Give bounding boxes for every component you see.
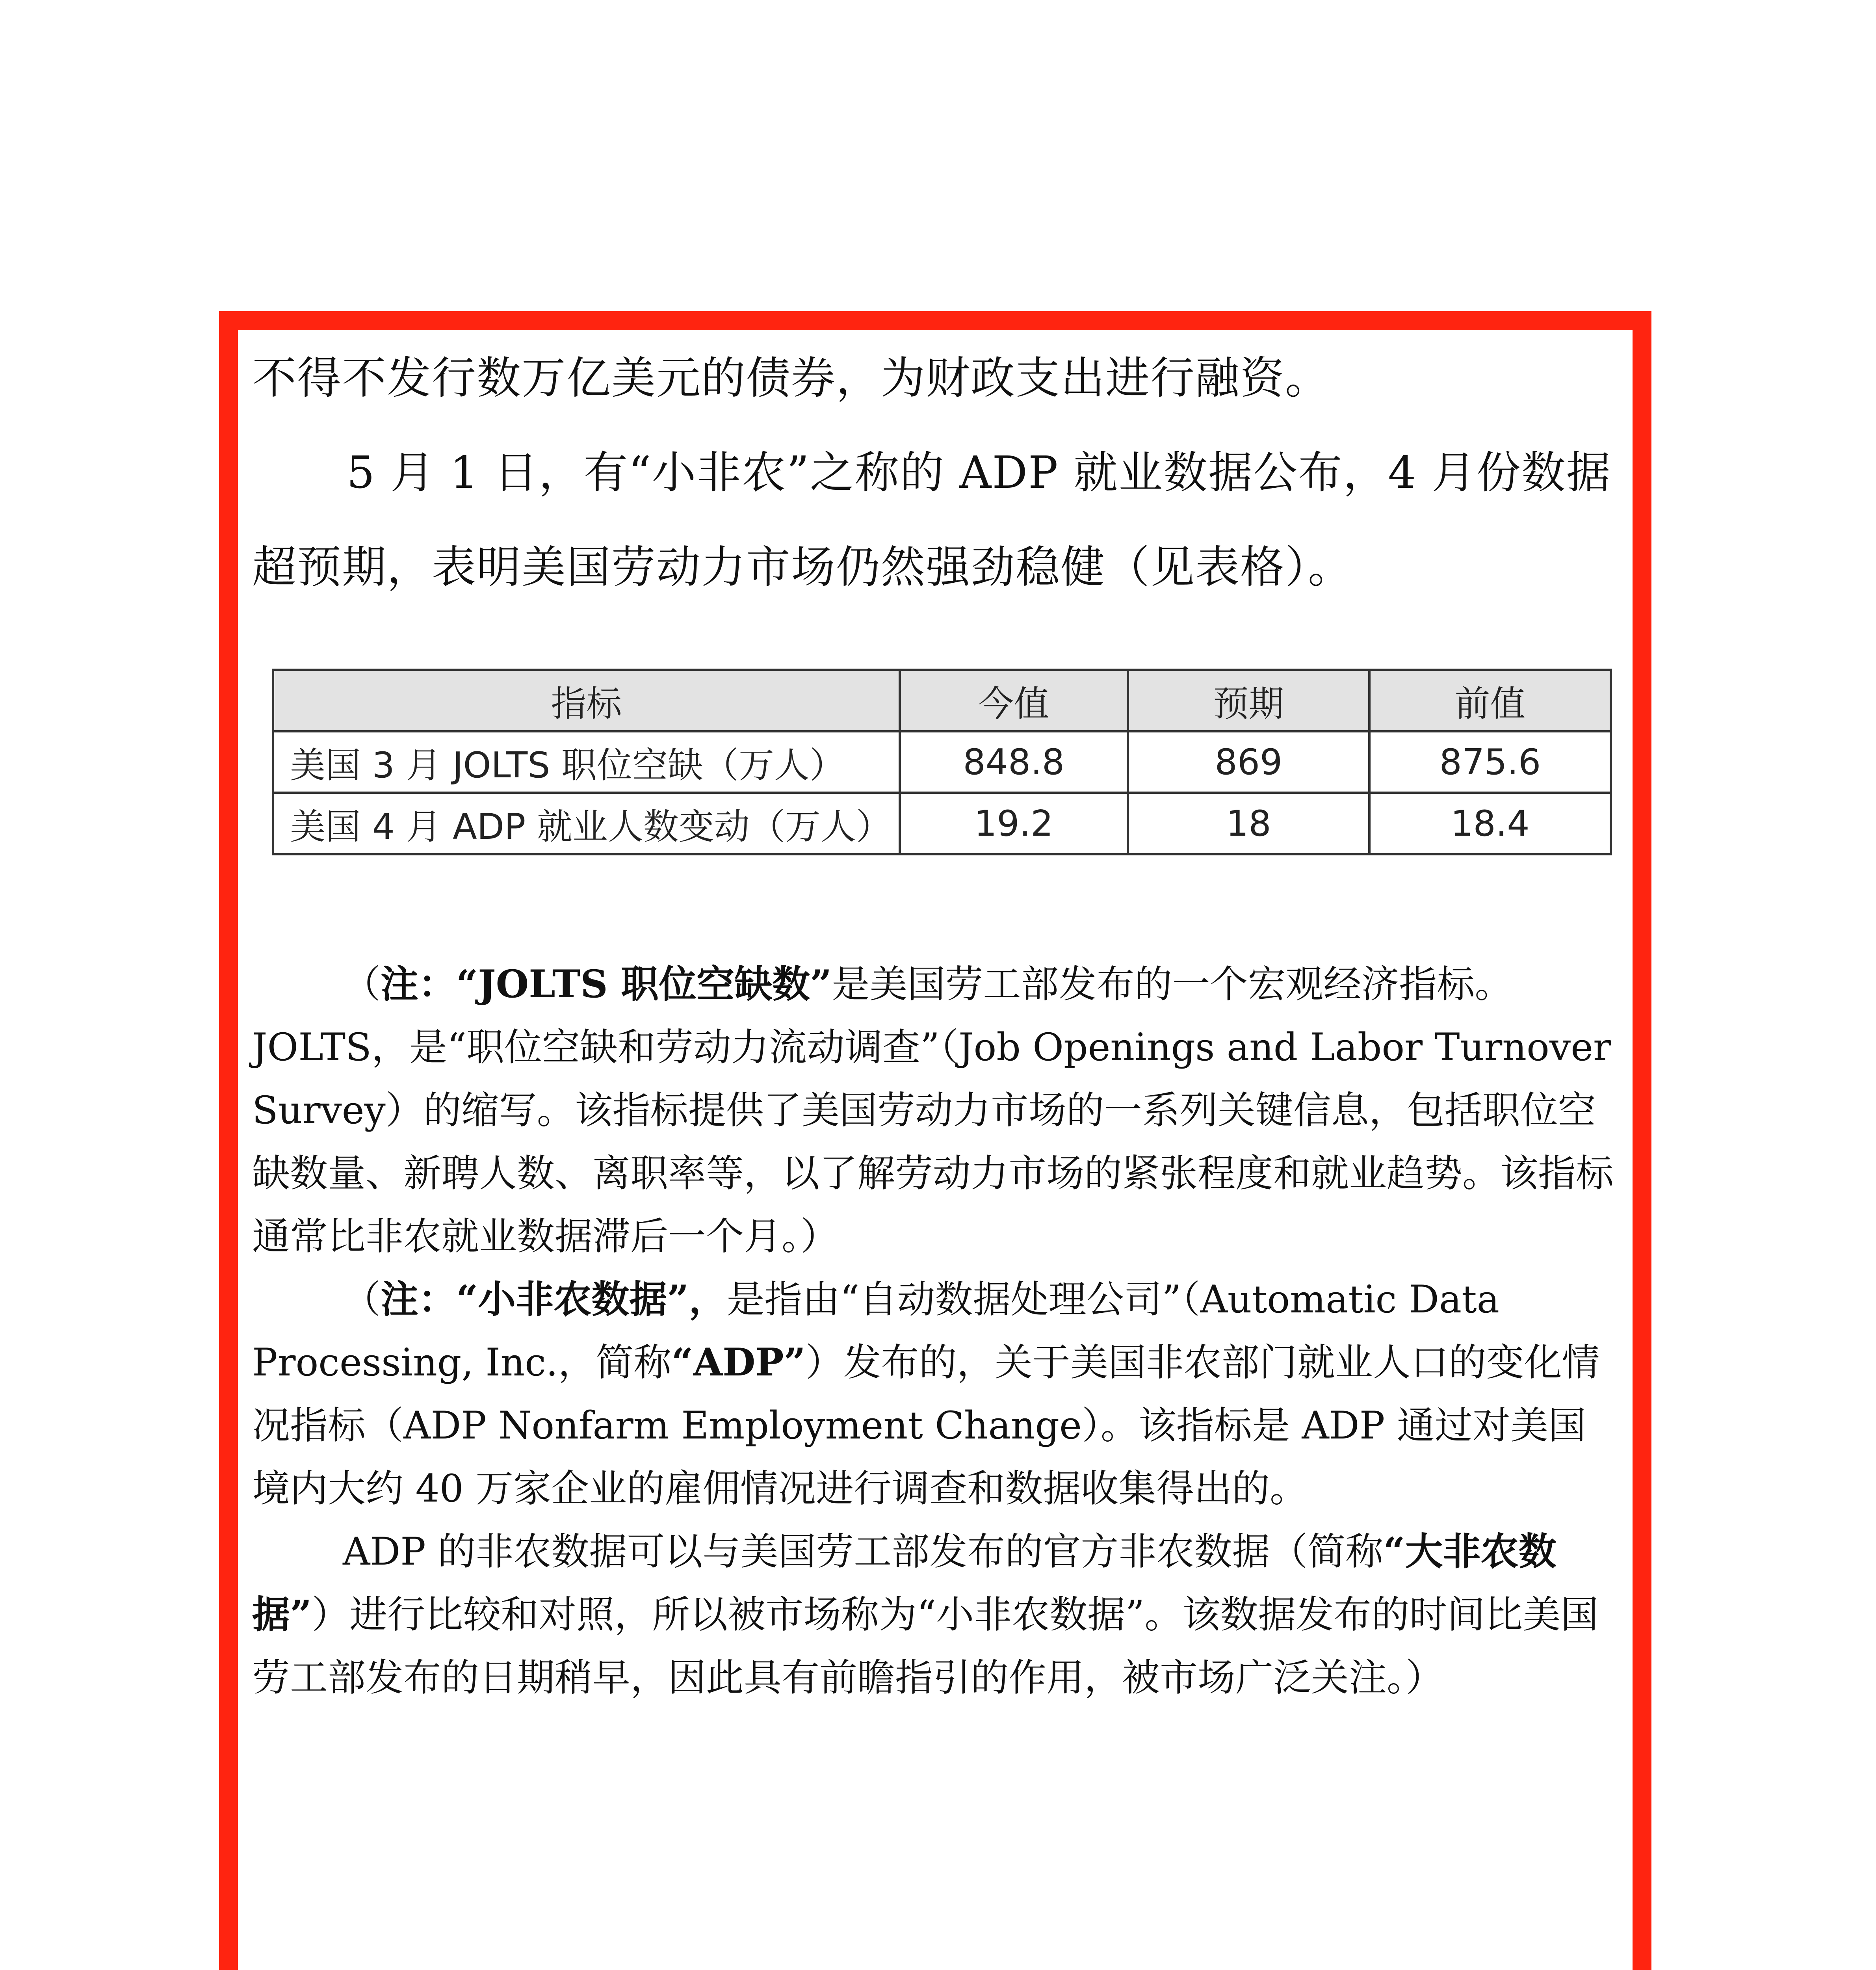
table-header-row [273, 670, 1611, 731]
note-jolts-text: 是美国劳工部发布的一个宏观经济指标。JOLTS，是“职位空缺和劳动力流动调查”（Job Openings and Labor Turnover Survey）的缩写。该指标提供了美国劳动力市场的一系列关键信息，包括职位空缺数量、新聘人数、离职率等，以了解劳动力市场的紧张程度和就业趋势。该指标通常比非农就业数据滞后一个月。） [252, 962, 1614, 1258]
note-jolts [252, 953, 1619, 1268]
note-adp [252, 1268, 1619, 1520]
header-previous: 前值 [1369, 670, 1611, 731]
note-comparison [252, 1520, 1619, 1709]
cell-previous: 18.4 [1369, 793, 1611, 854]
note-adp-text-b: ）发布的，关于美国非农部门就业人口的变化情况指标（ADP Nonfarm Employment Change）。该指标是 ADP 通过对美国境内大约 40 万家企业的雇佣情况进行调查和数据收集得出的。 [252, 1340, 1600, 1511]
note-open-paren: （ [343, 1277, 381, 1321]
note-adp-text-a: 是指由“自动数据处理公司”（Automatic Data Processing, Inc.，简称 [252, 1277, 1499, 1385]
table-row [273, 731, 1611, 793]
data-table [272, 669, 1612, 855]
note-adp-title: 注：“小非农数据”， [381, 1277, 727, 1321]
cell-indicator: 美国 4 月 ADP 就业人数变动（万人） [273, 793, 900, 854]
cell-actual: 19.2 [900, 793, 1128, 854]
cell-forecast: 869 [1128, 731, 1369, 793]
note-adp-abbrev: “ADP” [671, 1340, 806, 1385]
header-indicator: 指标 [273, 670, 900, 731]
note-jolts-title: 注：“JOLTS 职位空缺数” [381, 962, 832, 1006]
table-row [273, 793, 1611, 854]
note-comparison-bold: “大非农数据” [252, 1529, 1557, 1637]
note-open-paren: （ [343, 962, 381, 1006]
header-actual: 今值 [900, 670, 1128, 731]
note-comparison-text-a: ADP 的非农数据可以与美国劳工部发布的官方非农数据（简称 [343, 1530, 1384, 1574]
body-paragraph-1: 不得不发行数万亿美元的债券，为财政支出进行融资。 [252, 353, 1330, 404]
body-paragraph-2: 5 月 1 日，有“小非农”之称的 ADP 就业数据公布，4 月份数据超预期，表明美国劳动力市场仍然强劲稳健（见表格）。 [252, 447, 1611, 593]
cell-forecast: 18 [1128, 793, 1369, 854]
cell-actual: 848.8 [900, 731, 1128, 793]
cell-previous: 875.6 [1369, 731, 1611, 793]
cell-indicator: 美国 3 月 JOLTS 职位空缺（万人） [273, 731, 900, 793]
note-comparison-text-b: ）进行比较和对照，所以被市场称为“小非农数据”。该数据发布的时间比美国劳工部发布的日期稍早，因此具有前瞻指引的作用，被市场广泛关注。） [252, 1593, 1599, 1700]
header-forecast: 预期 [1128, 670, 1369, 731]
